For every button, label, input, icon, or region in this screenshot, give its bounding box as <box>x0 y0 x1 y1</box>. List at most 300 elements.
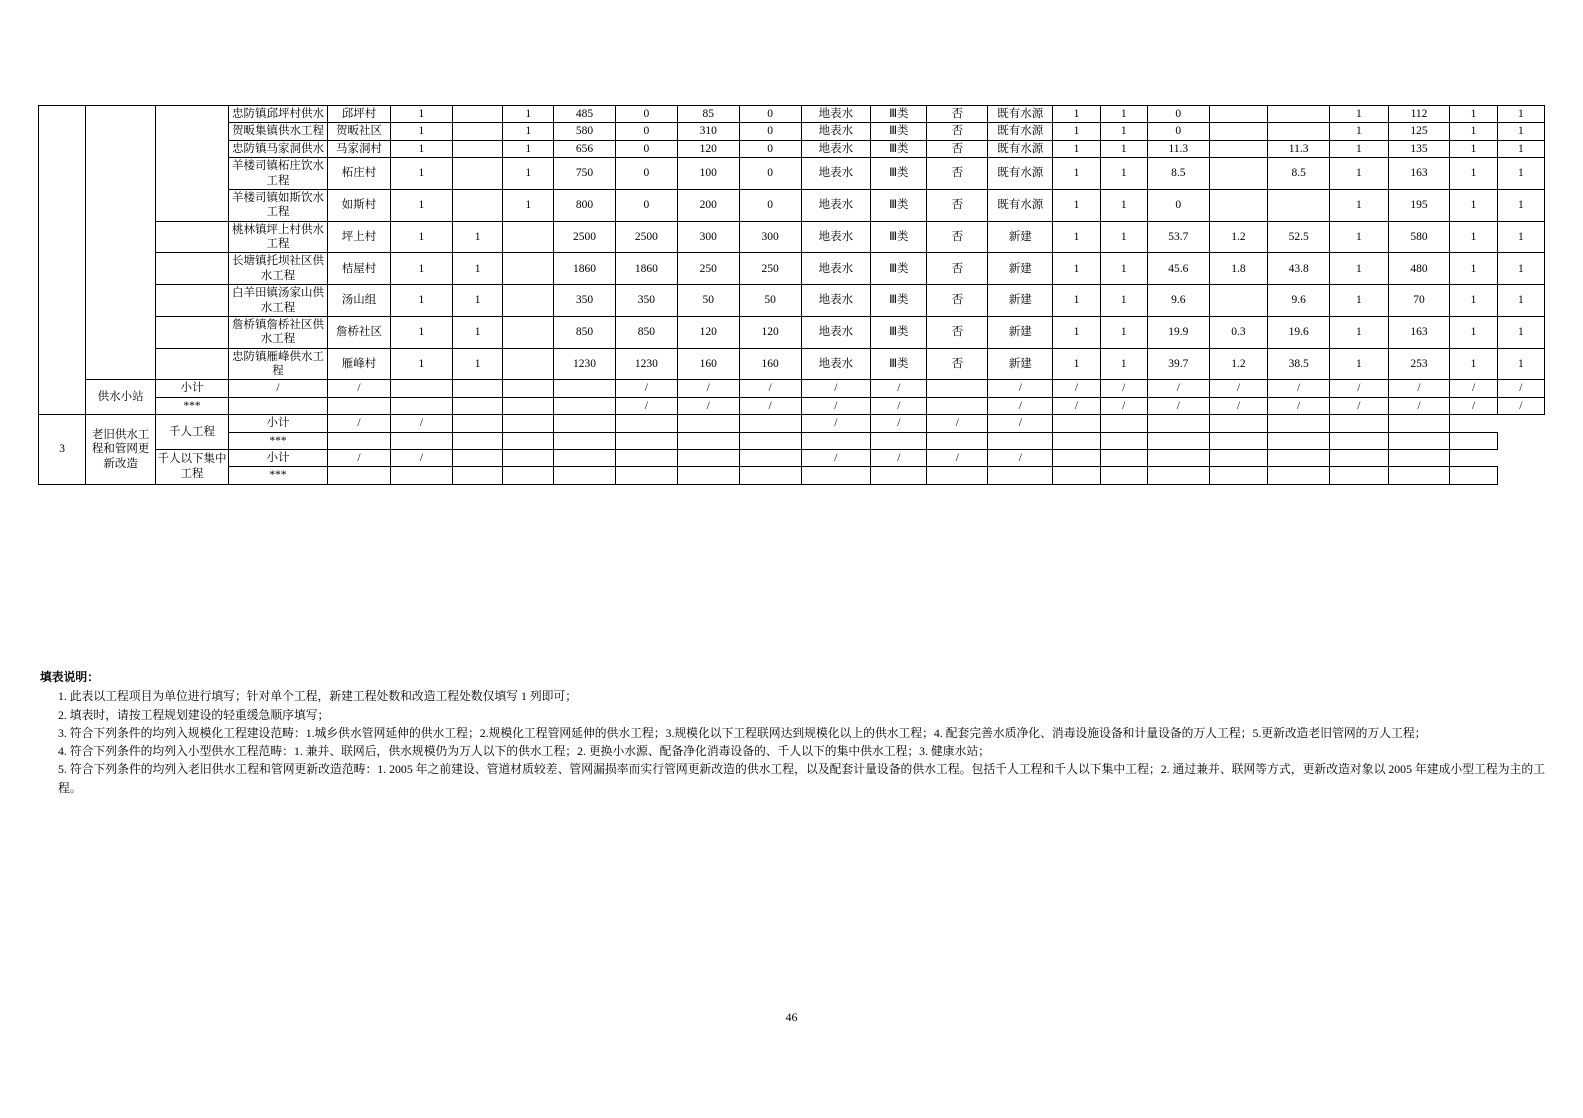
pop-total: 1230 <box>554 348 616 380</box>
cell <box>801 432 871 449</box>
cell <box>1100 415 1147 432</box>
cell: / <box>328 415 391 432</box>
project-name: 桃林镇坪上村供水工程 <box>229 221 328 253</box>
cell <box>988 432 1053 449</box>
pipe-branch: 9.6 <box>1268 285 1330 317</box>
cell <box>1053 449 1100 466</box>
cell <box>1388 415 1450 432</box>
pipe-branch <box>1268 189 1330 221</box>
scale-total: 300 <box>677 221 739 253</box>
count-new <box>452 140 503 157</box>
meter-count: 1 <box>1330 140 1388 157</box>
pop-total: 580 <box>554 123 616 140</box>
cell <box>801 467 871 484</box>
pop-new: 1230 <box>615 348 677 380</box>
cell <box>1268 467 1330 484</box>
subcategory-cell <box>155 253 228 285</box>
pipe-main: 1.2 <box>1209 348 1267 380</box>
plant-count: 1 <box>1053 140 1100 157</box>
subcategory-cell <box>155 221 228 253</box>
protection-zone-flag: 否 <box>927 253 988 285</box>
remark: 1 <box>1497 285 1544 317</box>
village-name: 詹桥社区 <box>328 316 391 348</box>
water-source-type: 地表水 <box>801 285 871 317</box>
remark: 1 <box>1497 316 1544 348</box>
subcategory-cell <box>155 106 228 222</box>
water-source-type: 地表水 <box>801 158 871 190</box>
protection-zone-flag: 否 <box>927 285 988 317</box>
disinfect-count: 1 <box>1100 285 1147 317</box>
pipe-branch: 52.5 <box>1268 221 1330 253</box>
investment: 135 <box>1388 140 1450 157</box>
manage-unit: 1 <box>1450 253 1497 285</box>
cell: / <box>615 380 677 397</box>
water-supply-project-table <box>38 105 1545 485</box>
cell <box>1147 449 1209 466</box>
scale-total: 250 <box>677 253 739 285</box>
pipe-branch: 43.8 <box>1268 253 1330 285</box>
project-name: 白羊田镇汤家山供水工程 <box>229 285 328 317</box>
manage-unit: 1 <box>1450 106 1497 123</box>
cell: / <box>801 380 871 397</box>
cell <box>1388 467 1450 484</box>
table-row <box>39 285 1545 317</box>
count-new <box>452 106 503 123</box>
cell <box>328 432 391 449</box>
manage-unit: 1 <box>1450 189 1497 221</box>
water-source-type: 地表水 <box>801 189 871 221</box>
village-name: 邱坪村 <box>328 106 391 123</box>
scale-new: 160 <box>739 348 801 380</box>
water-quality-class: Ⅲ类 <box>871 285 927 317</box>
cell <box>1450 467 1497 484</box>
plant-count: 1 <box>1053 253 1100 285</box>
cell <box>677 467 739 484</box>
pipe-branch: 8.5 <box>1268 158 1330 190</box>
cell: / <box>1388 380 1450 397</box>
count-renovate <box>503 348 554 380</box>
scale-total: 100 <box>677 158 739 190</box>
scale-total: 120 <box>677 140 739 157</box>
village-name: 雁峰村 <box>328 348 391 380</box>
cell <box>503 432 554 449</box>
table-row <box>39 106 1545 123</box>
cell: / <box>677 380 739 397</box>
pop-new: 0 <box>615 140 677 157</box>
cell <box>554 449 616 466</box>
cell <box>1330 415 1388 432</box>
disinfect-count: 1 <box>1100 253 1147 285</box>
instruction-item: 4. 符合下列条件的均列入小型供水工程范畴：1. 兼并、联网后，供水规模仍为万人以下的供水工程；2. 更换小水源、配备净化消毒设备的、千人以下的集中供水工程；3. 健康水站； <box>58 744 990 759</box>
disinfect-count: 1 <box>1100 140 1147 157</box>
table-row <box>39 316 1545 348</box>
protection-zone-flag: 否 <box>927 123 988 140</box>
cell: / <box>1330 397 1388 414</box>
pop-new: 1860 <box>615 253 677 285</box>
cell <box>1330 432 1388 449</box>
cell <box>739 467 801 484</box>
cell: / <box>1100 397 1147 414</box>
cell <box>1209 432 1267 449</box>
source-status: 既有水源 <box>988 189 1053 221</box>
water-source-type: 地表水 <box>801 140 871 157</box>
cell: / <box>871 380 927 397</box>
cell <box>390 397 452 414</box>
source-status: 既有水源 <box>988 140 1053 157</box>
village-name: 马家洞村 <box>328 140 391 157</box>
subcategory-cell <box>155 285 228 317</box>
cell <box>1209 449 1267 466</box>
pop-new: 0 <box>615 106 677 123</box>
cell: / <box>1209 380 1267 397</box>
form-instructions <box>40 668 1545 797</box>
cell <box>615 415 677 432</box>
count-total: 1 <box>390 253 452 285</box>
scale-new: 0 <box>739 123 801 140</box>
project-name: 羊楼司镇如斯饮水工程 <box>229 189 328 221</box>
pop-new: 0 <box>615 189 677 221</box>
row-label-subtotal: 小计 <box>155 380 228 397</box>
instruction-item: 3. 符合下列条件的均列入规模化工程建设范畴：1.城乡供水管网延伸的供水工程；2.规模化工程管网延伸的供水工程；3.规模化以下工程联网达到规模化以上的供水工程；4. 配套完善水质净化、消毒设施设备和计量设备的万人工程；5.更新改造老旧管网的万人工程； <box>58 725 1427 740</box>
section-no: 3 <box>39 415 86 485</box>
cell <box>677 449 739 466</box>
pipe-total: 0 <box>1147 123 1209 140</box>
water-source-type: 地表水 <box>801 316 871 348</box>
count-new <box>452 189 503 221</box>
cell <box>1053 415 1100 432</box>
cell <box>927 467 988 484</box>
remark: 1 <box>1497 189 1544 221</box>
count-total: 1 <box>390 348 452 380</box>
subcategory-cell <box>155 348 228 380</box>
cell <box>1330 449 1388 466</box>
section-label: 老旧供水工程和管网更新改造 <box>86 415 156 485</box>
table-row-subtotal <box>39 380 1545 397</box>
cell <box>1053 432 1100 449</box>
count-total: 1 <box>390 106 452 123</box>
remark: 1 <box>1497 140 1544 157</box>
cell <box>927 397 988 414</box>
cell <box>1147 415 1209 432</box>
pipe-total: 0 <box>1147 106 1209 123</box>
count-renovate <box>503 285 554 317</box>
subcategory-cell <box>155 316 228 348</box>
cell: / <box>328 449 391 466</box>
scale-new: 50 <box>739 285 801 317</box>
cell <box>390 380 452 397</box>
cell <box>615 432 677 449</box>
cell <box>503 449 554 466</box>
scale-total: 160 <box>677 348 739 380</box>
pop-new: 350 <box>615 285 677 317</box>
pipe-total: 39.7 <box>1147 348 1209 380</box>
cell <box>554 432 616 449</box>
cell <box>1100 449 1147 466</box>
instruction-item: 5. 符合下列条件的均列入老旧供水工程和管网更新改造范畴：1. 2005 年之前建设、管道材质较差、管网漏损率而实行管网更新改造的供水工程，以及配套计量设备的供水工程。包括千人工程和千人以下集中工程；2. 通过兼并、联网等方式，更新改造对象以 2005 年建成小型工程为主的工程。 <box>58 762 1545 795</box>
cell <box>554 467 616 484</box>
cell <box>739 432 801 449</box>
village-name: 柘庄村 <box>328 158 391 190</box>
pop-total: 485 <box>554 106 616 123</box>
investment: 163 <box>1388 158 1450 190</box>
cell: / <box>927 449 988 466</box>
scale-total: 310 <box>677 123 739 140</box>
source-status: 新建 <box>988 316 1053 348</box>
scale-total: 200 <box>677 189 739 221</box>
water-quality-class: Ⅲ类 <box>871 158 927 190</box>
plant-count: 1 <box>1053 316 1100 348</box>
manage-unit: 1 <box>1450 316 1497 348</box>
remark: 1 <box>1497 221 1544 253</box>
pipe-main <box>1209 106 1267 123</box>
cell <box>739 449 801 466</box>
count-new: 1 <box>452 253 503 285</box>
scale-new: 0 <box>739 158 801 190</box>
cell <box>390 432 452 449</box>
meter-count: 1 <box>1330 316 1388 348</box>
pipe-main <box>1209 140 1267 157</box>
table-row-section-subtotal <box>39 415 1545 432</box>
manage-unit: 1 <box>1450 285 1497 317</box>
count-total: 1 <box>390 221 452 253</box>
disinfect-count: 1 <box>1100 123 1147 140</box>
cell: / <box>1450 380 1497 397</box>
cell: / <box>1268 397 1330 414</box>
pipe-branch <box>1268 123 1330 140</box>
cell <box>1268 449 1330 466</box>
investment: 480 <box>1388 253 1450 285</box>
cell <box>1268 415 1330 432</box>
manage-unit: 1 <box>1450 348 1497 380</box>
water-quality-class: Ⅲ类 <box>871 140 927 157</box>
scale-new: 0 <box>739 106 801 123</box>
scale-total: 120 <box>677 316 739 348</box>
cell: / <box>1053 380 1100 397</box>
pop-new: 2500 <box>615 221 677 253</box>
plant-count: 1 <box>1053 106 1100 123</box>
cell: / <box>328 380 391 397</box>
cell <box>871 432 927 449</box>
cell: / <box>801 449 871 466</box>
village-name: 坪上村 <box>328 221 391 253</box>
manage-unit: 1 <box>1450 158 1497 190</box>
count-total: 1 <box>390 158 452 190</box>
disinfect-count: 1 <box>1100 316 1147 348</box>
source-status: 新建 <box>988 348 1053 380</box>
project-name: 忠防镇马家洞供水 <box>229 140 328 157</box>
pipe-main: 1.2 <box>1209 221 1267 253</box>
count-renovate: 1 <box>503 123 554 140</box>
cell <box>1053 467 1100 484</box>
project-name: 羊楼司镇柘庄饮水工程 <box>229 158 328 190</box>
scale-new: 250 <box>739 253 801 285</box>
remark: 1 <box>1497 253 1544 285</box>
cell: / <box>1268 380 1330 397</box>
table-row <box>39 123 1545 140</box>
count-new: 1 <box>452 348 503 380</box>
scale-total: 85 <box>677 106 739 123</box>
plant-count: 1 <box>1053 221 1100 253</box>
cell <box>554 397 616 414</box>
cell <box>328 397 391 414</box>
cell: / <box>871 449 927 466</box>
project-name: 贺畈集镇供水工程 <box>229 123 328 140</box>
village-name: 汤山组 <box>328 285 391 317</box>
scale-new: 120 <box>739 316 801 348</box>
instructions-title: 填表说明： <box>40 670 99 684</box>
meter-count: 1 <box>1330 123 1388 140</box>
protection-zone-flag: 否 <box>927 316 988 348</box>
cell <box>452 449 503 466</box>
pipe-main <box>1209 123 1267 140</box>
cell: / <box>988 380 1053 397</box>
source-status: 既有水源 <box>988 158 1053 190</box>
project-name: 忠防镇雁峰供水工程 <box>229 348 328 380</box>
protection-zone-flag: 否 <box>927 221 988 253</box>
remark: 1 <box>1497 106 1544 123</box>
table-row <box>39 348 1545 380</box>
table-row <box>39 140 1545 157</box>
meter-count: 1 <box>1330 106 1388 123</box>
table-row <box>39 253 1545 285</box>
cell <box>503 397 554 414</box>
pipe-main <box>1209 158 1267 190</box>
table-row-subtotal <box>39 449 1545 466</box>
protection-zone-flag: 否 <box>927 140 988 157</box>
investment: 580 <box>1388 221 1450 253</box>
count-new: 1 <box>452 221 503 253</box>
pipe-branch <box>1268 106 1330 123</box>
cell <box>452 432 503 449</box>
cell: / <box>1053 397 1100 414</box>
scale-new: 300 <box>739 221 801 253</box>
count-total: 1 <box>390 140 452 157</box>
page-number: 46 <box>785 1010 798 1024</box>
group-label-below-thousand: 千人以下集中工程 <box>155 449 228 484</box>
pipe-branch: 38.5 <box>1268 348 1330 380</box>
pop-total: 350 <box>554 285 616 317</box>
category-cell <box>86 106 156 380</box>
water-quality-class: Ⅲ类 <box>871 316 927 348</box>
count-renovate: 1 <box>503 189 554 221</box>
count-total: 1 <box>390 316 452 348</box>
cell: / <box>615 397 677 414</box>
cell <box>871 467 927 484</box>
cell <box>1330 467 1388 484</box>
cell <box>615 449 677 466</box>
meter-count: 1 <box>1330 285 1388 317</box>
meter-count: 1 <box>1330 158 1388 190</box>
cell <box>452 467 503 484</box>
water-quality-class: Ⅲ类 <box>871 123 927 140</box>
disinfect-count: 1 <box>1100 221 1147 253</box>
count-total: 1 <box>390 285 452 317</box>
cell: / <box>1450 397 1497 414</box>
pop-total: 850 <box>554 316 616 348</box>
cell <box>229 397 328 414</box>
source-status: 既有水源 <box>988 123 1053 140</box>
pop-new: 0 <box>615 123 677 140</box>
cell: / <box>1147 380 1209 397</box>
pop-total: 800 <box>554 189 616 221</box>
plant-count: 1 <box>1053 189 1100 221</box>
pop-total: 1860 <box>554 253 616 285</box>
count-new: 1 <box>452 285 503 317</box>
pipe-branch: 11.3 <box>1268 140 1330 157</box>
protection-zone-flag: 否 <box>927 189 988 221</box>
village-name: 贺畈社区 <box>328 123 391 140</box>
pipe-total: 19.9 <box>1147 316 1209 348</box>
cell <box>1209 415 1267 432</box>
cell <box>1450 432 1497 449</box>
cell <box>1268 432 1330 449</box>
count-renovate <box>503 316 554 348</box>
cell <box>328 467 391 484</box>
remark: 1 <box>1497 123 1544 140</box>
source-status: 新建 <box>988 285 1053 317</box>
cell <box>503 415 554 432</box>
pop-new: 0 <box>615 158 677 190</box>
cell <box>1147 467 1209 484</box>
count-renovate: 1 <box>503 106 554 123</box>
meter-count: 1 <box>1330 348 1388 380</box>
cell: / <box>927 415 988 432</box>
pipe-main: 1.8 <box>1209 253 1267 285</box>
water-source-type: 地表水 <box>801 106 871 123</box>
protection-zone-flag: 否 <box>927 106 988 123</box>
count-renovate <box>503 253 554 285</box>
cell <box>927 432 988 449</box>
cell <box>1100 432 1147 449</box>
cell <box>677 432 739 449</box>
pipe-total: 9.6 <box>1147 285 1209 317</box>
source-status: 新建 <box>988 253 1053 285</box>
scale-new: 0 <box>739 140 801 157</box>
protection-zone-flag: 否 <box>927 158 988 190</box>
investment: 195 <box>1388 189 1450 221</box>
table-row <box>39 189 1545 221</box>
water-quality-class: Ⅲ类 <box>871 189 927 221</box>
cell: / <box>871 415 927 432</box>
water-quality-class: Ⅲ类 <box>871 221 927 253</box>
pipe-total: 0 <box>1147 189 1209 221</box>
count-total: 1 <box>390 189 452 221</box>
cell: / <box>988 397 1053 414</box>
plant-count: 1 <box>1053 285 1100 317</box>
water-quality-class: Ⅲ类 <box>871 253 927 285</box>
source-status: 既有水源 <box>988 106 1053 123</box>
cell: / <box>801 415 871 432</box>
row-label-subtotal: 小计 <box>229 449 328 466</box>
pipe-main <box>1209 189 1267 221</box>
cell: / <box>229 380 328 397</box>
remark: 1 <box>1497 348 1544 380</box>
cell <box>615 467 677 484</box>
cell <box>554 380 616 397</box>
instruction-item: 1. 此表以工程项目为单位进行填写；针对单个工程，新建工程处数和改造工程处数仅填写 1 列即可； <box>58 689 578 704</box>
pop-new: 850 <box>615 316 677 348</box>
water-source-type: 地表水 <box>801 123 871 140</box>
instruction-item: 2. 填表时，请按工程规划建设的轻重缓急顺序填写； <box>58 707 330 722</box>
cell <box>554 415 616 432</box>
pop-total: 2500 <box>554 221 616 253</box>
table-row <box>39 158 1545 190</box>
disinfect-count: 1 <box>1100 348 1147 380</box>
plant-count: 1 <box>1053 348 1100 380</box>
cell <box>452 415 503 432</box>
pipe-main <box>1209 285 1267 317</box>
disinfect-count: 1 <box>1100 106 1147 123</box>
